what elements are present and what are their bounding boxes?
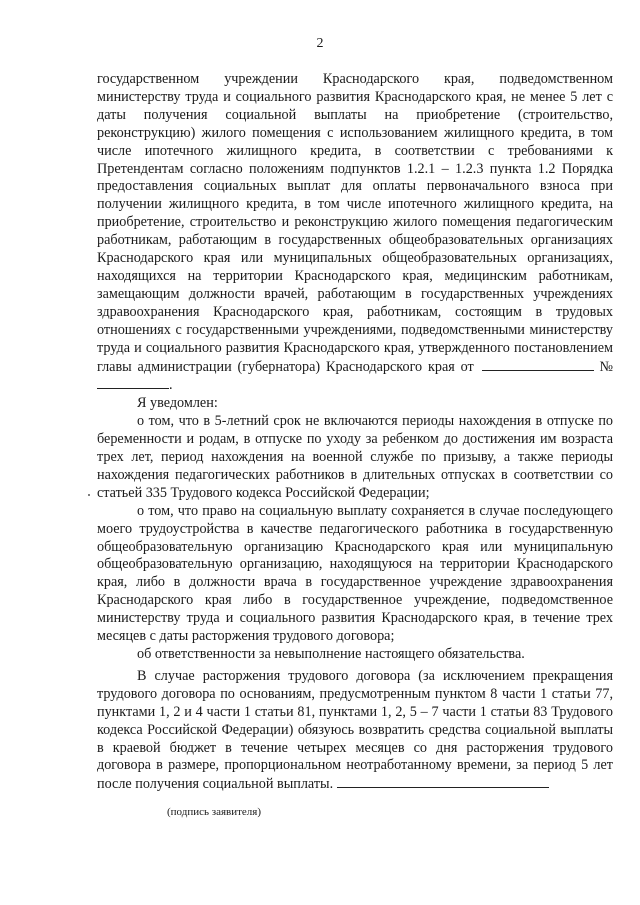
paragraph-right-retained: о том, что право на социальную выплату сохраняется в случае последующего моего трудоустройства в качестве педагогического работника в государственную общеобразовательную организацию Краснодарского края или муниципальную общеобразовательную организацию, находящуюся на территории Краснодарского края, либо в должности врача в государственное учреждение здравоохранения Краснодарского края либо в государственное учреждение, подведомственное министерству труда и социального развития Краснодарского края, в течение трех месяцев с даты расторжения трудового договора;	[97, 502, 613, 645]
signature-caption: (подпись заявителя)	[167, 806, 262, 818]
page-number: 2	[316, 36, 324, 51]
number-sign: №	[599, 358, 614, 375]
scan-speck	[88, 494, 90, 496]
paragraph-notified: Я уведомлен:	[137, 395, 218, 412]
paragraph-institution: государственном учреждении Краснодарского края, подведомственном министерству труда и социального развития Краснодарского края, не менее 5 лет с даты получения социальной выплаты на приобретение (строительство, реконструкцию) жилого помещения с использованием жилищного кредита, в том числе ипотечного жилищного кредита, в соответствии с требованиями к Претендентам согласно положениям подпунктов 1.2.1 – 1.2.3 пункта 1.2 Порядка предоставления социальных выплат для оплаты первоначального взноса при получении жилищного кредита, в том числе ипотечного жилищного кредита, на приобретение, строительство и реконструкцию жилого помещения педагогическим работникам, работающим в государственных общеобразовательных организациях Краснодарского края или муниципальных общеобразовательных организациях, находящихся на территории Краснодарского края, медицинским работникам, замещающим должности врачей, работающим в государственных учреждениях здравоохранения Краснодарского края, работникам, состоящим в трудовых отношениях с государственными учреждениями, подведомственными министерству труда и социального развития Краснодарского края, утвержденного постановлением главы администрации (губернатора) Краснодарского края от №.	[97, 71, 614, 394]
paragraph-responsibility: об ответственности за невыполнение настоящего обязательства.	[137, 646, 525, 662]
date-blank[interactable]	[482, 358, 594, 371]
paragraph-institution-text: государственном учреждении Краснодарского края, подведомственном министерству труда и социального развития Краснодарского края, не менее 5 лет с даты получения социальной выплаты на приобретение (строительство, реконструкцию) жилого помещения с использованием жилищного кредита, в том числе ипотечного жилищного кредита, в соответствии с требованиями к Претендентам согласно положениям подпунктов 1.2.1 – 1.2.3 пункта 1.2 Порядка предоставления социальных выплат для оплаты первоначального взноса при получении жилищного кредита, в том числе ипотечного жилищного кредита, на приобретение, строительство и реконструкцию жилого помещения педагогическим работникам, работающим в государственных общеобразовательных организациях Краснодарского края или муниципальных общеобразовательных организациях, находящихся на территории Краснодарского края, медицинским работникам, замещающим должности врачей, работающим в государственных учреждениях здравоохранения Краснодарского края, работникам, состоящим в трудовых отношениях с государственными учреждениями, подведомственными министерству труда и социального развития Краснодарского края, утвержденного постановлением главы администрации (губернатора) Краснодарского края от	[97, 71, 613, 375]
paragraph-five-year-term: о том, что в 5-летний срок не включаются периоды нахождения в отпуске по беременности и родам, в отпуске по уходу за ребенком до достижения им возраста трех лет, период нахождения на военной службе по призыву, а также периоды нахождения педагогических работников в длительных отпусках в соответствии со статьей 335 Трудового кодекса Российской Федерации;	[97, 413, 613, 501]
signature-line[interactable]	[337, 775, 549, 788]
document-body	[97, 71, 613, 794]
paragraph-termination-text: В случае расторжения трудового договора (за исключением прекращения трудового договора по основаниям, предусмотренным пунктом 8 части 1 статьи 77, пунктами 1, 2 и 4 части 1 статьи 81, пунктами 1, 2, 5 – 7 части 1 статьи 83 Трудового кодекса Российской Федерации) обязуюсь возвратить средства социальной выплаты в краевой бюджет в течение четырех месяцев со дня расторжения трудового договора в размере, пропорциональном неотработанному времени, за период 5 лет после получения социальной выплаты.	[97, 667, 613, 793]
number-blank[interactable]	[97, 376, 169, 389]
paragraph-termination	[97, 668, 613, 794]
